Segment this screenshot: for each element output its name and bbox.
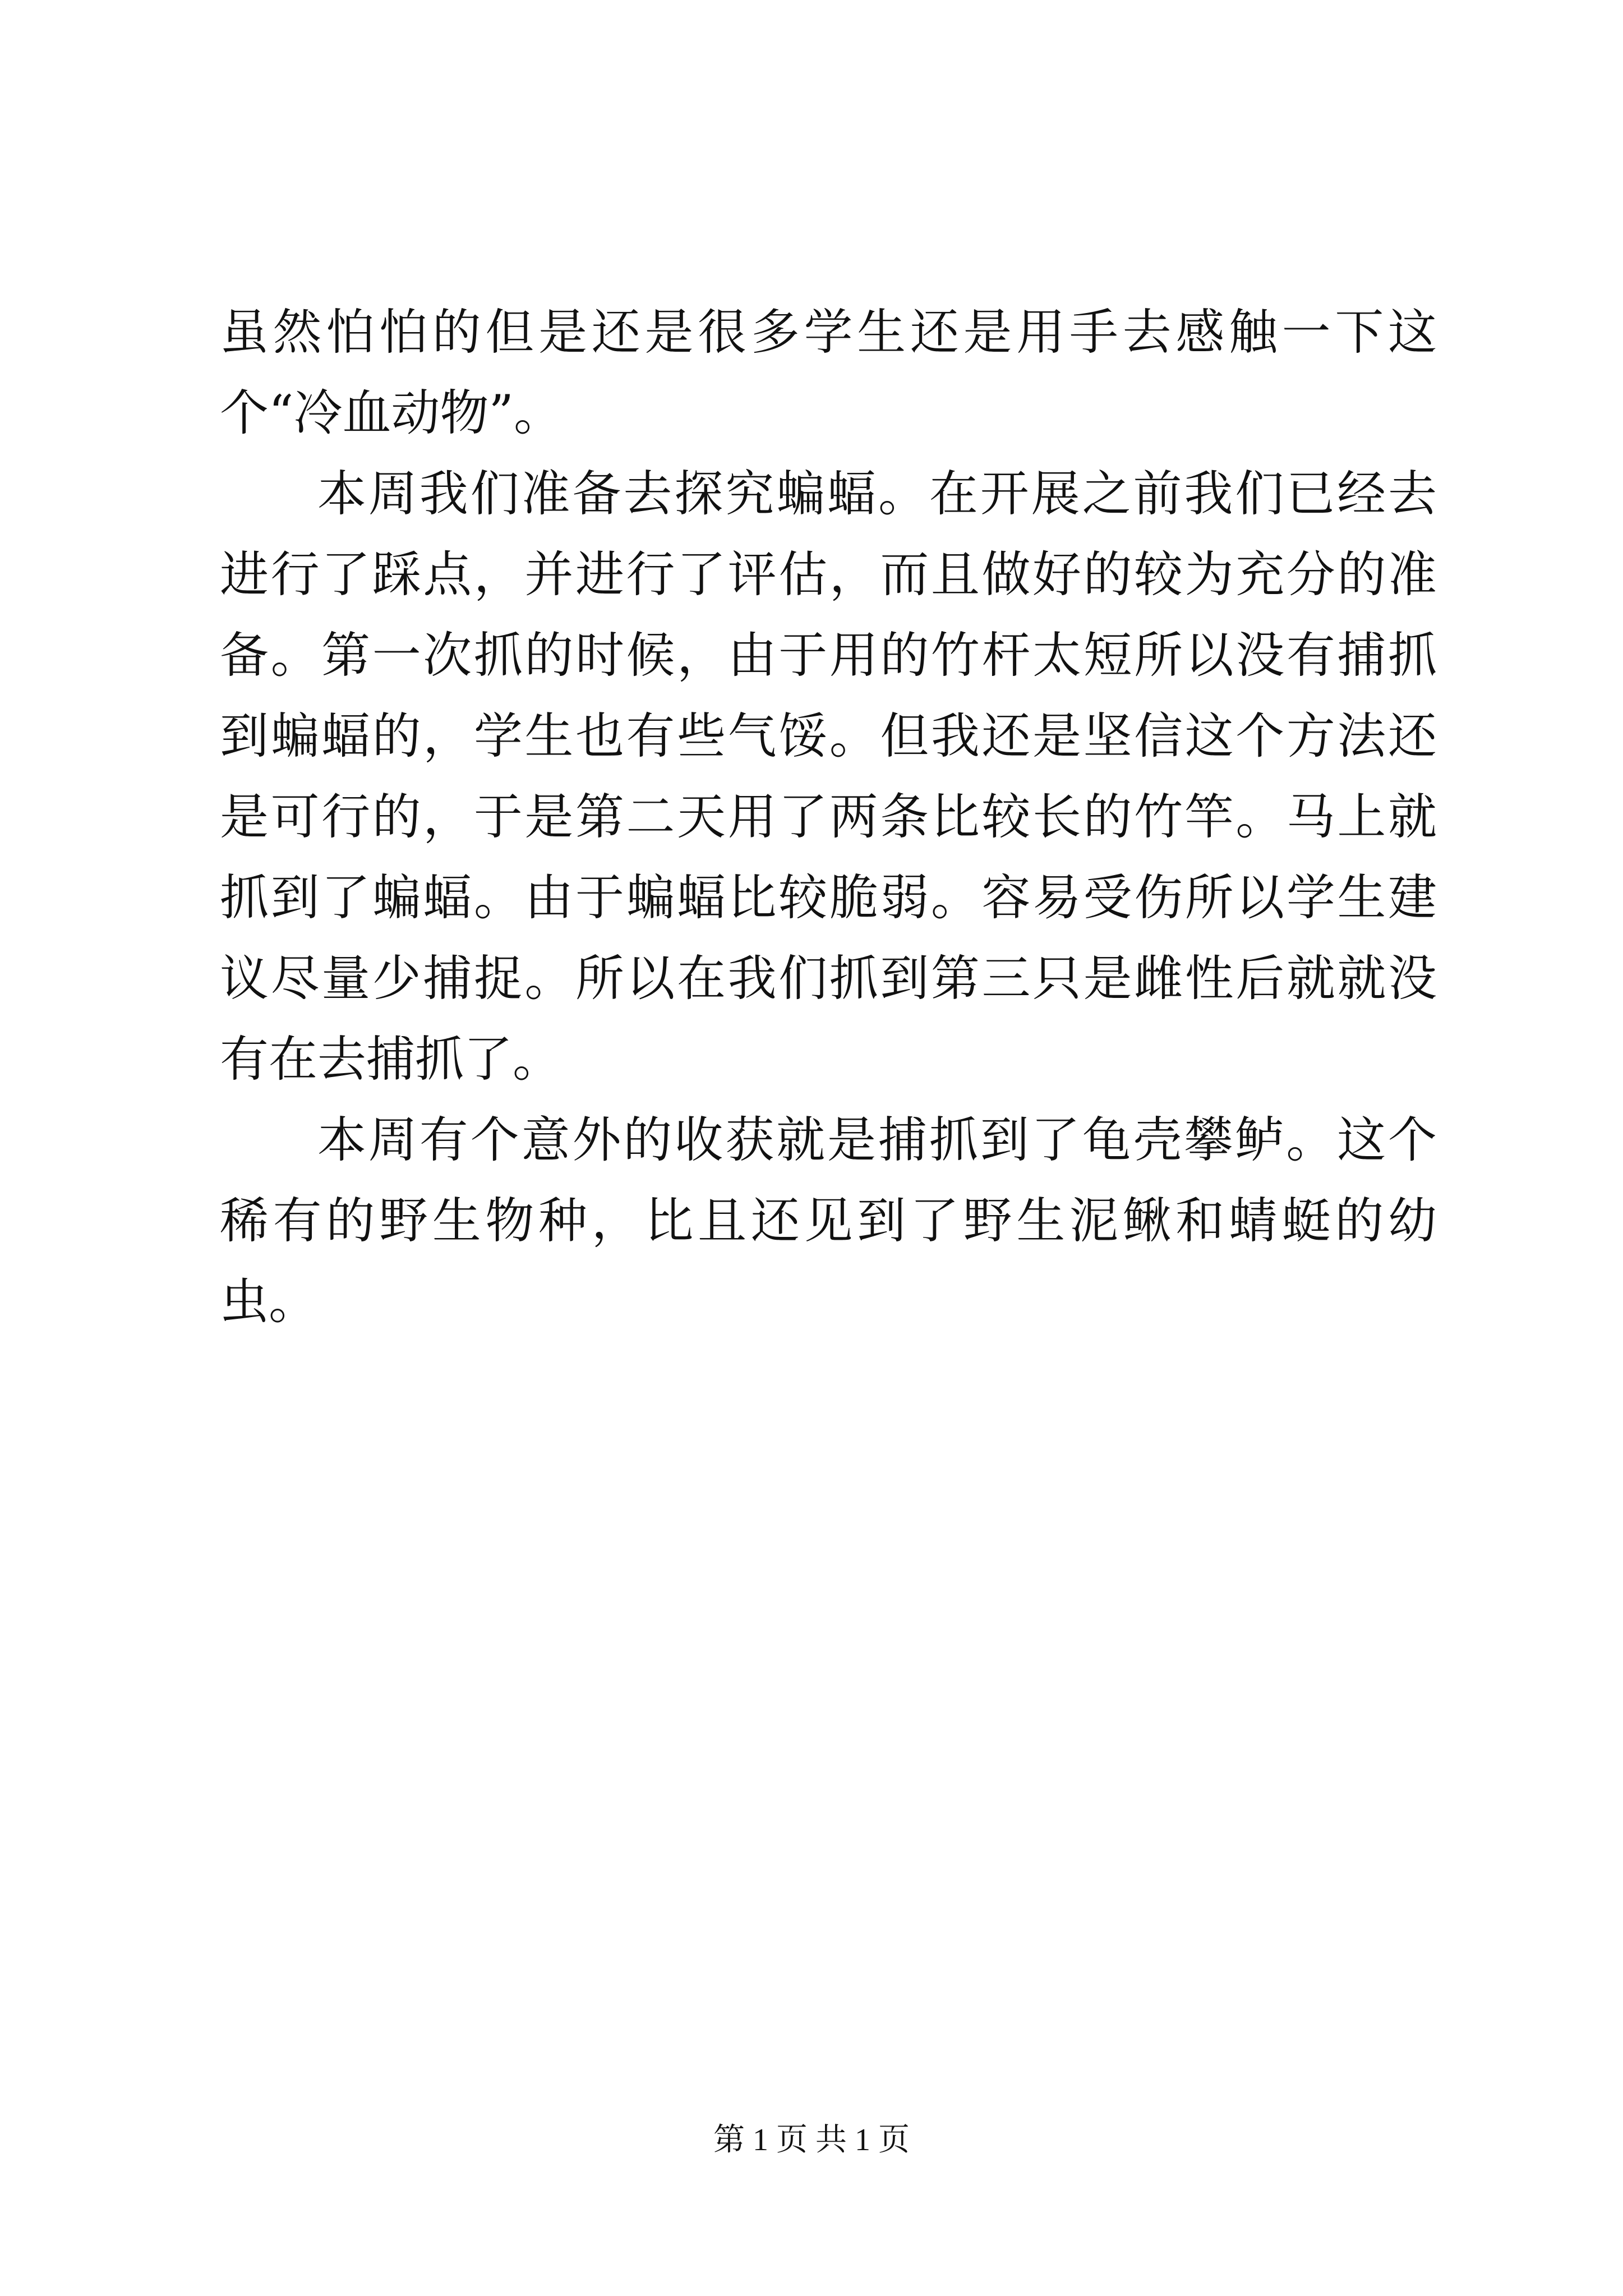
document-body: [220, 292, 1437, 1342]
paragraph-bats: 本周我们准备去探究蝙蝠。在开展之前我们已经去进行了踩点，并进行了评估，而且做好的较为充分的准备。第一次抓的时候，由于用的竹杆太短所以没有捕抓到蝙蝠的，学生也有些气馁。但我还是坚信这个方法还是可行的，于是第二天用了两条比较长的竹竿。马上就抓到了蝙蝠。由于蝙蝠比较脆弱。容易受伤所以学生建议尽量少捕捉。所以在我们抓到第三只是雌性后就就没有在去捕抓了。: [220, 465, 1437, 1088]
page-footer: 第 1 页 共 1 页: [713, 2123, 910, 2157]
paragraph-climbing-perch: 本周有个意外的收获就是捕抓到了龟壳攀鲈。这个稀有的野生物种，比且还见到了野生泥鳅和蜻蜓的幼虫。: [220, 1111, 1437, 1330]
paragraph-continued: 虽然怕怕的但是还是很多学生还是用手去感触一下这个“冷血动物”。: [220, 303, 1437, 441]
